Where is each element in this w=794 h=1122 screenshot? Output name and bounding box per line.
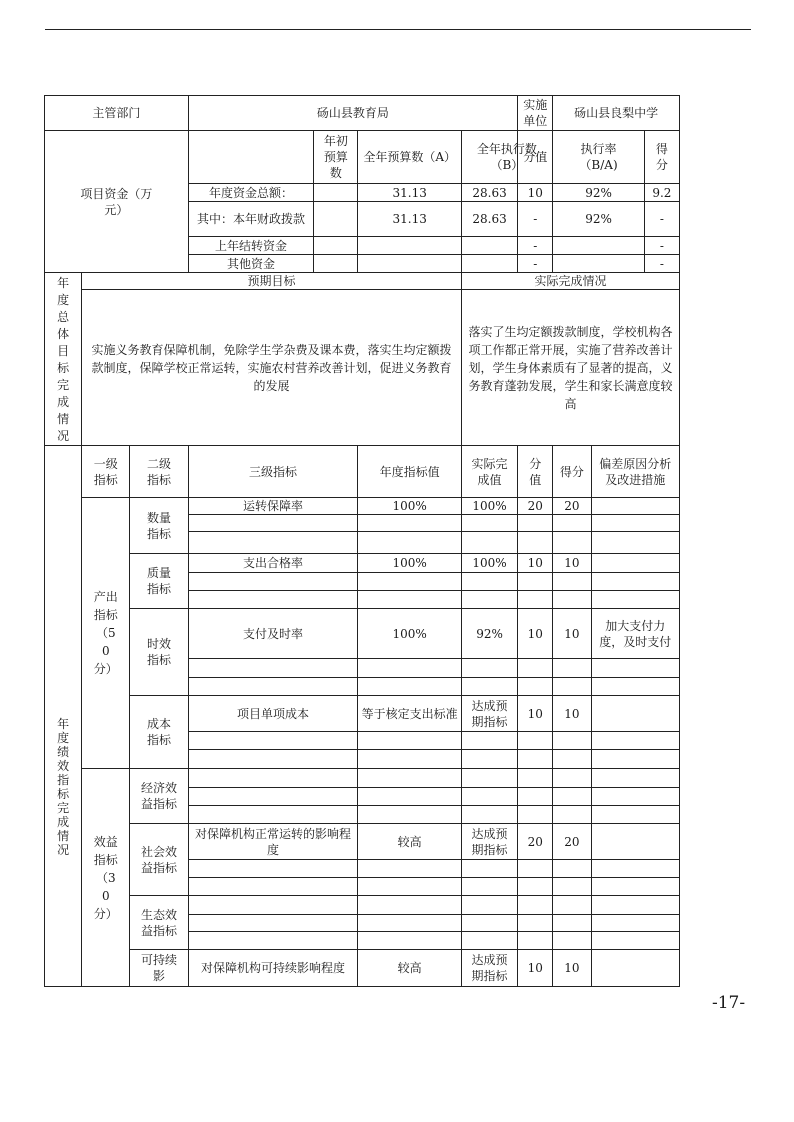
fund-executed: [461, 255, 517, 273]
indicator-score-value: 10: [518, 696, 553, 732]
fund-score-value: -: [518, 202, 553, 237]
actual-value: 达成预期指标: [461, 696, 517, 732]
actual-value-header: 实际完成值: [461, 446, 517, 498]
fund-budget: [358, 237, 461, 255]
indicator-row: [45, 696, 680, 732]
score-value-header: 分值: [518, 131, 553, 184]
fund-budget: 31.13: [358, 202, 461, 237]
page-number: -17-: [712, 993, 746, 1013]
unit-value: 砀山县良梨中学: [553, 96, 680, 131]
l3-header: 三级指标: [188, 446, 358, 498]
actual-result: 落实了生均定额拨款制度，学校机构各项工作都正常开展，实施了营养改善计划，学生身体素质有了显著的提高，义务教育蓬勃发展，学生和家长满意度较高: [461, 290, 679, 446]
fund-score-value: -: [518, 255, 553, 273]
indicator-score: 10: [553, 554, 591, 573]
target-value: 100%: [358, 554, 461, 573]
indicator-row: [45, 824, 680, 860]
indicator-row: [45, 498, 680, 515]
fund-score: 9.2: [644, 184, 679, 202]
fund-budget: 31.13: [358, 184, 461, 202]
note-header: 偏差原因分析及改进措施: [591, 446, 680, 498]
dept-label: 主管部门: [45, 96, 189, 131]
header-row: [45, 96, 680, 131]
fund-name: 其他资金: [188, 255, 314, 273]
performance-evaluation-table: [44, 95, 680, 987]
indicator-row: [45, 554, 680, 573]
perf-header-row: [45, 446, 680, 498]
indicator-score: 10: [553, 950, 591, 987]
unit-label: 实施单位: [518, 96, 553, 131]
indicator-score: 20: [553, 498, 591, 515]
l3-indicator: 运转保障率: [188, 498, 358, 515]
indicator-note: [591, 696, 680, 732]
fund-rate: 92%: [553, 184, 644, 202]
indicator-score-value: 10: [518, 609, 553, 659]
indicator-note: [591, 950, 680, 987]
funds-header-row: [45, 131, 680, 184]
l2-header: 二级指标: [130, 446, 188, 498]
l2-sustainable: 可持续影: [130, 950, 188, 987]
indicator-row: [45, 950, 680, 987]
l3-indicator: 项目单项成本: [188, 696, 358, 732]
fund-initial: [314, 184, 358, 202]
l1-header: 一级指标: [82, 446, 130, 498]
actual-value: 达成预期指标: [461, 824, 517, 860]
indicator-note: 加大支付力度，及时支付: [591, 609, 680, 659]
target-value: 较高: [358, 824, 461, 860]
l2-quality: 质量指标: [130, 554, 188, 609]
fund-rate: 92%: [553, 202, 644, 237]
fund-initial: [314, 255, 358, 273]
output-label: 产出指标（50分）: [82, 498, 130, 769]
l2-quantity: 数量指标: [130, 498, 188, 554]
fund-score: -: [644, 255, 679, 273]
fund-score-value: -: [518, 237, 553, 255]
indicator-note: [591, 824, 680, 860]
target-value: 较高: [358, 950, 461, 987]
indicator-score: 10: [553, 696, 591, 732]
l2-timeliness: 时效指标: [130, 609, 188, 696]
indicator-score-value: 10: [518, 554, 553, 573]
overall-header-row: [45, 273, 680, 290]
target-value: 等于核定支出标准: [358, 696, 461, 732]
fund-rate: [553, 237, 644, 255]
expected-header: 预期目标: [82, 273, 462, 290]
l3-indicator: 对保障机构正常运转的影响程度: [188, 824, 358, 860]
l2-social: 社会效益指标: [130, 824, 188, 896]
funds-name-header: [188, 131, 314, 184]
fund-score-value: 10: [518, 184, 553, 202]
actual-value: 达成预期指标: [461, 950, 517, 987]
rate-header: 执行率（B/A): [553, 131, 644, 184]
target-value: 100%: [358, 498, 461, 515]
perf-side-label: 年度绩效指标完成情况: [45, 446, 82, 987]
fund-executed: 28.63: [461, 202, 517, 237]
fund-score: -: [644, 237, 679, 255]
target-value: 100%: [358, 609, 461, 659]
expected-goal: 实施义务教育保障机制，免除学生学杂费及课本费，落实生均定额拨款制度，保障学校正常运转，实施农村营养改善计划，促进义务教育的发展: [82, 290, 462, 446]
actual-value: 100%: [461, 498, 517, 515]
indicator-score-value: 10: [518, 950, 553, 987]
empty-row: [45, 769, 680, 788]
executed-header: 全年执行数（B）: [461, 131, 517, 184]
fund-name: 上年结转资金: [188, 237, 314, 255]
indicator-score-value: 20: [518, 498, 553, 515]
fund-rate: [553, 255, 644, 273]
indicator-score-value: 20: [518, 824, 553, 860]
l3-indicator: 支付及时率: [188, 609, 358, 659]
budget-header: 全年预算数（A）: [358, 131, 461, 184]
score-header: 得分: [644, 131, 679, 184]
overall-side-label: 年度总体目标完成情况: [45, 273, 82, 446]
empty-row: [45, 896, 680, 915]
perf-score-header: 得分: [553, 446, 591, 498]
initial-header: 年初预算数: [314, 131, 358, 184]
indicator-score: 10: [553, 609, 591, 659]
fund-initial: [314, 237, 358, 255]
fund-initial: [314, 202, 358, 237]
fund-budget: [358, 255, 461, 273]
indicator-row: [45, 609, 680, 659]
fund-executed: 28.63: [461, 184, 517, 202]
target-header: 年度指标值: [358, 446, 461, 498]
l2-ecological: 生态效益指标: [130, 896, 188, 950]
fund-score: -: [644, 202, 679, 237]
l3-indicator: 支出合格率: [188, 554, 358, 573]
actual-header: 实际完成情况: [461, 273, 679, 290]
fund-name: 其中：本年财政拨款: [188, 202, 314, 237]
indicator-score: 20: [553, 824, 591, 860]
actual-value: 92%: [461, 609, 517, 659]
actual-value: 100%: [461, 554, 517, 573]
perf-score-value-header: 分值: [518, 446, 553, 498]
l2-economic: 经济效益指标: [130, 769, 188, 824]
fund-executed: [461, 237, 517, 255]
l2-cost: 成本指标: [130, 696, 188, 769]
top-rule: [45, 29, 751, 30]
indicator-note: [591, 498, 680, 515]
fund-name: 年度资金总额：: [188, 184, 314, 202]
dept-value: 砀山县教育局: [188, 96, 518, 131]
benefit-label: 效益指标（30分）: [82, 769, 130, 987]
overall-content-row: [45, 290, 680, 446]
funds-label: 项目资金（万元）: [45, 131, 189, 273]
indicator-note: [591, 554, 680, 573]
l3-indicator: 对保障机构可持续影响程度: [188, 950, 358, 987]
